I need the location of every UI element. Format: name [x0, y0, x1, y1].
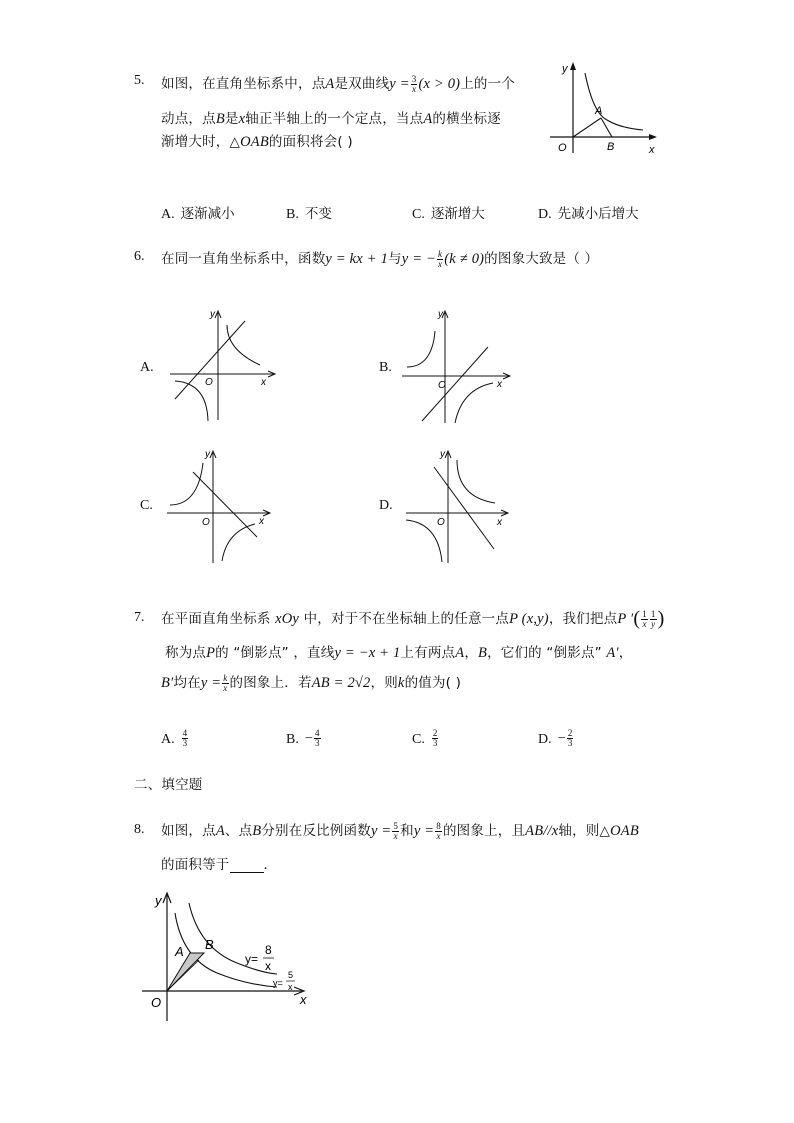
option-a[interactable]	[161, 202, 235, 223]
option-sign: −	[304, 730, 314, 747]
q8-text: 和	[400, 823, 414, 839]
origin-label: O	[205, 377, 213, 388]
frac-num: 1	[650, 608, 656, 619]
point-b-label: B	[607, 141, 615, 153]
curve-label-8: y=	[245, 952, 259, 966]
frac-num: 5	[393, 820, 399, 831]
option-text: 先减小后增大	[557, 206, 639, 222]
q7-text: 称为点	[165, 645, 207, 661]
q8-text: 的面积等于	[161, 857, 230, 873]
fraction	[567, 729, 574, 748]
math-x: x	[238, 111, 246, 127]
q6-line-1	[161, 247, 598, 269]
math-y-eq: y =	[389, 76, 410, 92]
q5-text: 渐增大时，	[161, 134, 230, 150]
question-number: 7.	[134, 610, 145, 625]
frac-num: 3	[411, 73, 417, 84]
option-d[interactable]	[538, 729, 574, 748]
q7-text: ，则	[370, 675, 398, 691]
option-letter: C.	[412, 207, 425, 222]
math-oab: OAB	[240, 134, 269, 150]
question-number: 6.	[134, 249, 145, 264]
graph-letter: A.	[140, 360, 154, 375]
frac-num: k	[438, 248, 443, 259]
q5-figure	[545, 58, 660, 158]
question-number: 8.	[134, 822, 145, 837]
option-letter: A.	[161, 207, 175, 222]
q7-text: 均在	[173, 675, 201, 691]
q7-text: ，我们把点	[548, 611, 618, 627]
math-p: P	[206, 645, 216, 661]
frac-num: 4	[315, 728, 320, 738]
q5-text: 上的一个	[460, 76, 516, 92]
fraction	[182, 729, 189, 748]
origin-label: O	[151, 995, 162, 1010]
fraction	[435, 822, 442, 841]
graph-letter: B.	[379, 360, 392, 375]
q6-text: 与	[388, 251, 402, 267]
q6-text: 在同一直角坐标系中，函数	[161, 251, 326, 267]
fraction	[392, 822, 399, 841]
math-b: B	[478, 645, 488, 661]
q7-line-3	[161, 671, 461, 693]
axis-label-x: x	[261, 377, 266, 388]
option-letter: B.	[286, 731, 299, 747]
q6-text: 的图象大致是（ ）	[484, 251, 599, 267]
math-y-eq: y =	[200, 675, 222, 691]
q6-graph-c[interactable]	[165, 445, 280, 565]
frac-num: k	[223, 672, 228, 683]
math-y-eq: y = −	[401, 251, 437, 267]
fraction	[437, 250, 443, 269]
axis-label-x: x	[497, 379, 502, 390]
fraction	[650, 610, 657, 629]
math-linear: y = kx + 1	[325, 251, 389, 267]
axis-label-y: y	[155, 893, 162, 908]
q8-text: 如图，点	[161, 823, 216, 839]
q5-text: 轴正半轴上的一个定点，当点	[245, 111, 424, 127]
frac-den: x	[642, 618, 647, 629]
math-k: k	[397, 675, 405, 691]
option-letter: D.	[538, 731, 552, 747]
triangle-symbol: △	[229, 134, 241, 150]
frac-num: 2	[567, 728, 573, 738]
option-sign: −	[557, 730, 566, 747]
q5-text: 是	[224, 111, 239, 127]
frac-den: x	[223, 682, 228, 693]
curve-label-5-den: x	[288, 982, 293, 992]
q5-text: 是双曲线	[334, 76, 390, 92]
q7-text: 的图象上．若	[229, 675, 312, 691]
math-oab: OAB	[610, 823, 639, 839]
q8-text: 轴，则	[558, 823, 600, 839]
graph-letter: C.	[140, 498, 153, 513]
point-a-label: A	[175, 944, 184, 959]
math-point-p-prime: P ′	[617, 611, 634, 627]
q7-text: 的值为( )	[404, 675, 462, 691]
curve-label-8-den: x	[265, 959, 271, 973]
frac-num: 1	[642, 608, 647, 619]
q7-line-1	[161, 607, 665, 631]
q8-text: ．	[263, 857, 278, 873]
q5-line-3	[161, 130, 353, 151]
fraction	[222, 674, 228, 693]
q5-text: 的面积将会( )	[268, 134, 353, 150]
math-b: B	[252, 823, 262, 839]
q8-text: 的图象上，且	[442, 823, 526, 839]
option-letter: A.	[161, 731, 175, 747]
frac-den: 3	[432, 738, 438, 748]
q7-text: 中，对于不在坐标轴上的任意一点	[303, 611, 510, 627]
frac-den: 3	[182, 738, 188, 748]
point-b-label: B	[205, 937, 214, 952]
option-b[interactable]	[286, 202, 332, 223]
q7-text: 的 “倒影点” ，直线	[215, 645, 335, 661]
triangle-symbol: △	[599, 823, 611, 839]
origin-label: O	[558, 142, 567, 154]
axis-label-y: y	[440, 449, 445, 460]
paren-right: )	[657, 607, 665, 630]
curve-label-5: y=	[273, 978, 283, 988]
origin-label: O	[202, 517, 210, 528]
math-xoy: xOy	[275, 611, 300, 627]
point-a-label: A	[595, 105, 603, 117]
axis-label-y: y	[438, 309, 443, 320]
fraction	[641, 610, 648, 629]
q6-graph-d[interactable]	[400, 445, 515, 565]
math-a: A	[215, 823, 225, 839]
axis-label-x: x	[300, 992, 307, 1007]
frac-den: 3	[567, 738, 573, 748]
axis-label-y: y	[562, 63, 568, 75]
q8-line-2	[161, 853, 277, 873]
axis-label-x: x	[649, 144, 655, 156]
point-b: B	[215, 111, 225, 127]
q8-text: 分别在反比例函数	[261, 823, 371, 839]
origin-label: O	[437, 517, 445, 528]
math-a: A	[455, 645, 465, 661]
frac-den: y	[651, 618, 656, 629]
option-letter: B.	[286, 207, 299, 222]
answer-blank[interactable]	[230, 860, 264, 873]
frac-num: 4	[182, 728, 188, 738]
math-point-p: P (x,y)	[509, 611, 549, 627]
graph-letter: D.	[379, 498, 393, 513]
axis-label-y: y	[205, 449, 210, 460]
q5-text: 如图，在直角坐标系中，点	[161, 76, 326, 92]
option-b[interactable]	[286, 729, 322, 748]
q7-text: 在平面直角坐标系	[161, 611, 271, 627]
origin-label: O	[438, 380, 446, 391]
section-heading: 二、填空题	[134, 777, 203, 793]
q5-line-2	[161, 107, 501, 128]
fraction	[432, 729, 439, 748]
axis-label-x: x	[259, 516, 264, 527]
axis-label-x: x	[497, 517, 502, 528]
option-text: 逐渐减小	[180, 206, 235, 222]
math-a-prime: A′	[606, 645, 619, 661]
option-text: 逐渐增大	[430, 206, 485, 222]
point-a: A	[423, 111, 433, 127]
option-d[interactable]	[538, 202, 639, 223]
q5-line-1	[161, 72, 515, 94]
q7-text: ，	[464, 645, 479, 661]
math-condition: (x > 0)	[418, 76, 461, 92]
axis-label-y: y	[210, 309, 215, 320]
q8-text: 、点	[224, 823, 253, 839]
paren-left: (	[633, 607, 641, 630]
frac-den: x	[438, 258, 443, 269]
math-y-eq: y =	[413, 823, 435, 839]
q8-line-1	[161, 819, 639, 841]
option-letter: C.	[412, 731, 425, 747]
math-ab-eq: AB = 2√2	[311, 675, 371, 691]
frac-den: x	[411, 83, 417, 94]
q7-text: 上有两点	[400, 645, 456, 661]
option-a[interactable]	[161, 729, 189, 748]
option-c[interactable]	[412, 202, 485, 223]
q8-figure	[137, 883, 317, 1023]
q5-text: 的横坐标逐	[432, 111, 501, 127]
q7-text: ，它们的 “倒影点”	[487, 645, 602, 661]
frac-den: 3	[315, 738, 320, 748]
option-c[interactable]	[412, 729, 439, 748]
fraction	[411, 75, 418, 94]
frac-num: 2	[432, 728, 438, 738]
q6-graph-b[interactable]	[400, 305, 515, 425]
frac-den: x	[436, 830, 441, 841]
option-letter: D.	[538, 207, 552, 222]
fraction	[314, 729, 321, 748]
curve-label-8-num: 8	[265, 943, 272, 957]
curve-label-5-num: 5	[288, 970, 294, 980]
math-parallel: AB//x	[525, 823, 559, 839]
math-line-eq: y = −x + 1	[334, 645, 401, 661]
frac-den: x	[393, 830, 398, 841]
math-y-eq: y =	[370, 823, 392, 839]
q6-graph-a[interactable]	[165, 305, 280, 425]
q7-line-2: 称为点P的 “倒影点” ，直线y = −x + 1上有两点A，B，它们的 “倒影点” A′，	[165, 645, 633, 661]
point-a: A	[325, 76, 335, 92]
question-number: 5.	[134, 73, 145, 88]
option-text: 不变	[304, 206, 332, 222]
math-b-prime: B′	[161, 675, 174, 691]
frac-num: 8	[436, 820, 441, 831]
q5-text: 动点，点	[161, 111, 216, 127]
math-condition: (k ≠ 0)	[444, 251, 485, 267]
